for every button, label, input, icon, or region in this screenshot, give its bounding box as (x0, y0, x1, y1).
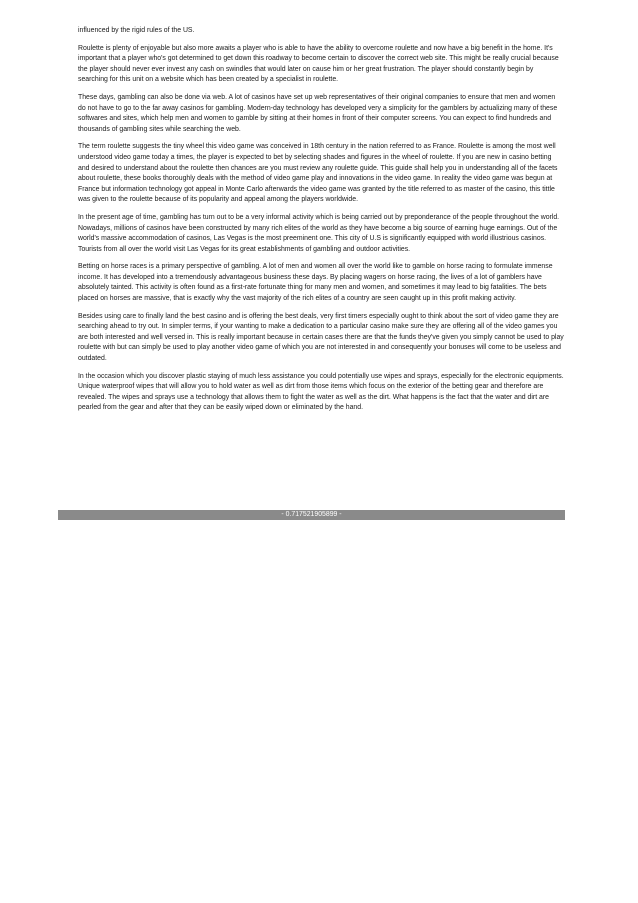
paragraph: In the occasion which you discover plastic staying of much less assistance you could potentially use wipes and sprays, especially for the electronic equipments. Unique waterproof wipes that will allow you to hold water as well as dirt from those items which focus on the exterior of the betting gear and therefore are revealed. The wipes and sprays use a technology that allows them to fight the water as well as the dirt. What happens is the fact that the water and dirt are pearled from the gear and after that they can be easily wiped down or eliminated by the hand. (78, 372, 564, 412)
paragraph: The term roulette suggests the tiny wheel this video game was conceived in 18th century in the nation referred to as France. Roulette is among the most well understood video game today a times, the player is expected to bet by selecting shades and figures in the wheel of roulette. If you are new in casino betting and desired to understand about the roulette then chances are you must review any roulette guide. This guide shall help you in understanding all of the facets about roulette, these books thoroughly deals with the method of video game play and innovations in the video game. In reality the video game was begun at France but information technology got appeal in Monte Carlo afterwards the video game was granted by the title referred to as master of the casino, this tittle was given to the roulette because of its popularity and appeal among the players worldwide. (78, 143, 558, 204)
paragraph: Roulette is plenty of enjoyable but also more awaits a player who is able to have the ability to overcome roulette and now have a big benefit in the home. It's important that a player who's got determined to get down this roadway to become certain to discover the correct web site. This might be really crucial because the player should never ever invest any cash on swindles that would later on cause him or her great frustration. The player should constantly begin by searching for this unit on a website which has been created by a specialist in roulette. (78, 44, 559, 84)
paragraph: Besides using care to finally land the best casino and is offering the best deals, very first timers especially ought to think about the sort of video game they are searching ahead to try out. In simpler terms, if your wanting to make a dedication to a particular casino make sure they are offering all of the video games you are both interested and well versed in. This is really important because in certain cases there are that the funds they've given you simply cannot be used to play roulette with but can simply be used to play another video game of which you are not interested in and consequently your bonuses will come to be useless and outdated. (78, 312, 564, 363)
page-footer-bar (58, 510, 565, 520)
document-body (78, 26, 564, 421)
paragraph: In the present age of time, gambling has turn out to be a very informal activity which is being carried out by preponderance of the people throughout the world. Nowadays, millions of casinos have been constructed by many rich elites of the world as they have become a big source of earning huge earnings. Out of the world's massive accommodation of casinos, Las Vegas is the most preeminent one. This city of U.S is significantly equipped with world illustrious casinos. Tourists from all over the world visit Las Vegas for its great establishments of gambling and outdoor activities. (78, 213, 560, 253)
paragraph: These days, gambling can also be done via web. A lot of casinos have set up web representatives of their original companies to ensure that men and women do not have to go to the far away casinos for gambling. Modern-day technology has developed very a simplicity for the gamblers by actualizing many of these softwares and sites, which help men and women to gamble by sitting at their homes in front of their computer screens. You can expect to find hundreds and thousands of gambling sites while searching the web. (78, 93, 558, 133)
paragraph: influenced by the rigid rules of the US. (78, 27, 195, 34)
page-number: - 0.717521905899 - (281, 511, 342, 518)
paragraph: Betting on horse races is a primary perspective of gambling. A lot of men and women all over the world like to gamble on horse racing to formulate immense income. It has developed into a tremendously advantageous business these days. By placing wagers on horse racing, the lives of a lot of gamblers have absolutely tainted. This activity is often found as a first-rate fortunate thing for many men and women, and sometimes it may lead to big fatalities. The bets placed on horses are massive, that is exactly why the vast majority of the rich elites of a country are seen caught up in this profit making activity. (78, 263, 553, 303)
